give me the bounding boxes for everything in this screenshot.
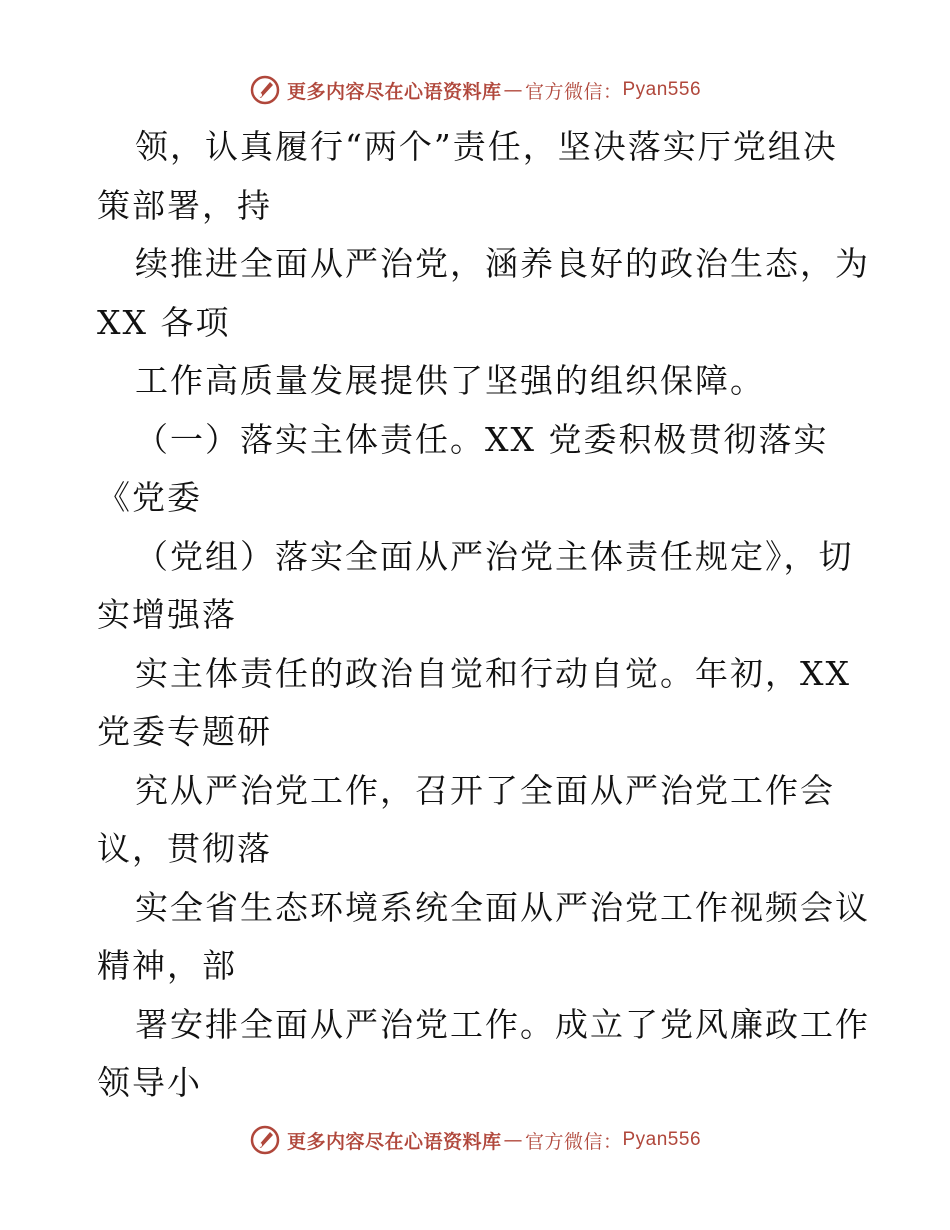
text-line: 实主体责任的政治自觉和行动自觉。年初，XX <box>135 653 851 693</box>
text-line: （一）落实主体责任。XX 党委积极贯彻落实 <box>135 419 829 459</box>
text-line: 究从严治党工作，召开了全面从严治党工作会 <box>135 770 835 810</box>
watermark-dash: — <box>503 79 523 101</box>
text-line: 实增强落 <box>97 595 237 634</box>
text-line: 策部署，持 <box>97 185 272 225</box>
text-line: （党组）落实全面从严治党主体责任规定》，切 <box>135 536 854 576</box>
watermark-label: 官方微信： <box>524 1130 623 1153</box>
text-line: 署安排全面从严治党工作。成立了党风廉政工作 <box>135 1004 870 1044</box>
text-line: 续推进全面从严治党，涵养良好的政治生态，为 <box>135 244 870 283</box>
watermark-handle: Pyan556 <box>622 79 702 100</box>
watermark-label: 官方微信： <box>524 80 623 103</box>
watermark-main-text: 更多内容尽在心语资料库 <box>286 80 502 103</box>
document-body <box>97 118 870 1113</box>
text-line: 党委专题研 <box>97 712 272 751</box>
watermark-footer <box>0 1120 950 1160</box>
quill-logo-icon <box>249 74 281 106</box>
watermark-header <box>0 70 950 110</box>
text-line: 工作高质量发展提供了坚强的组织保障。 <box>135 361 765 400</box>
text-line: 议，贯彻落 <box>97 829 272 868</box>
text-line: 领，认真履行“两个”责任，坚决落实厅党组决 <box>135 127 838 166</box>
watermark-main-text: 更多内容尽在心语资料库 <box>286 1130 502 1153</box>
watermark-dash: — <box>503 1129 523 1151</box>
quill-logo-icon <box>249 1124 281 1156</box>
text-line: 《党委 <box>97 478 202 517</box>
text-line: XX 各项 <box>97 302 231 342</box>
text-line: 领导小 <box>97 1063 202 1102</box>
text-line: 实全省生态环境系统全面从严治党工作视频会议 <box>135 887 870 927</box>
watermark-handle: Pyan556 <box>622 1129 702 1150</box>
text-line: 精神，部 <box>97 946 237 985</box>
